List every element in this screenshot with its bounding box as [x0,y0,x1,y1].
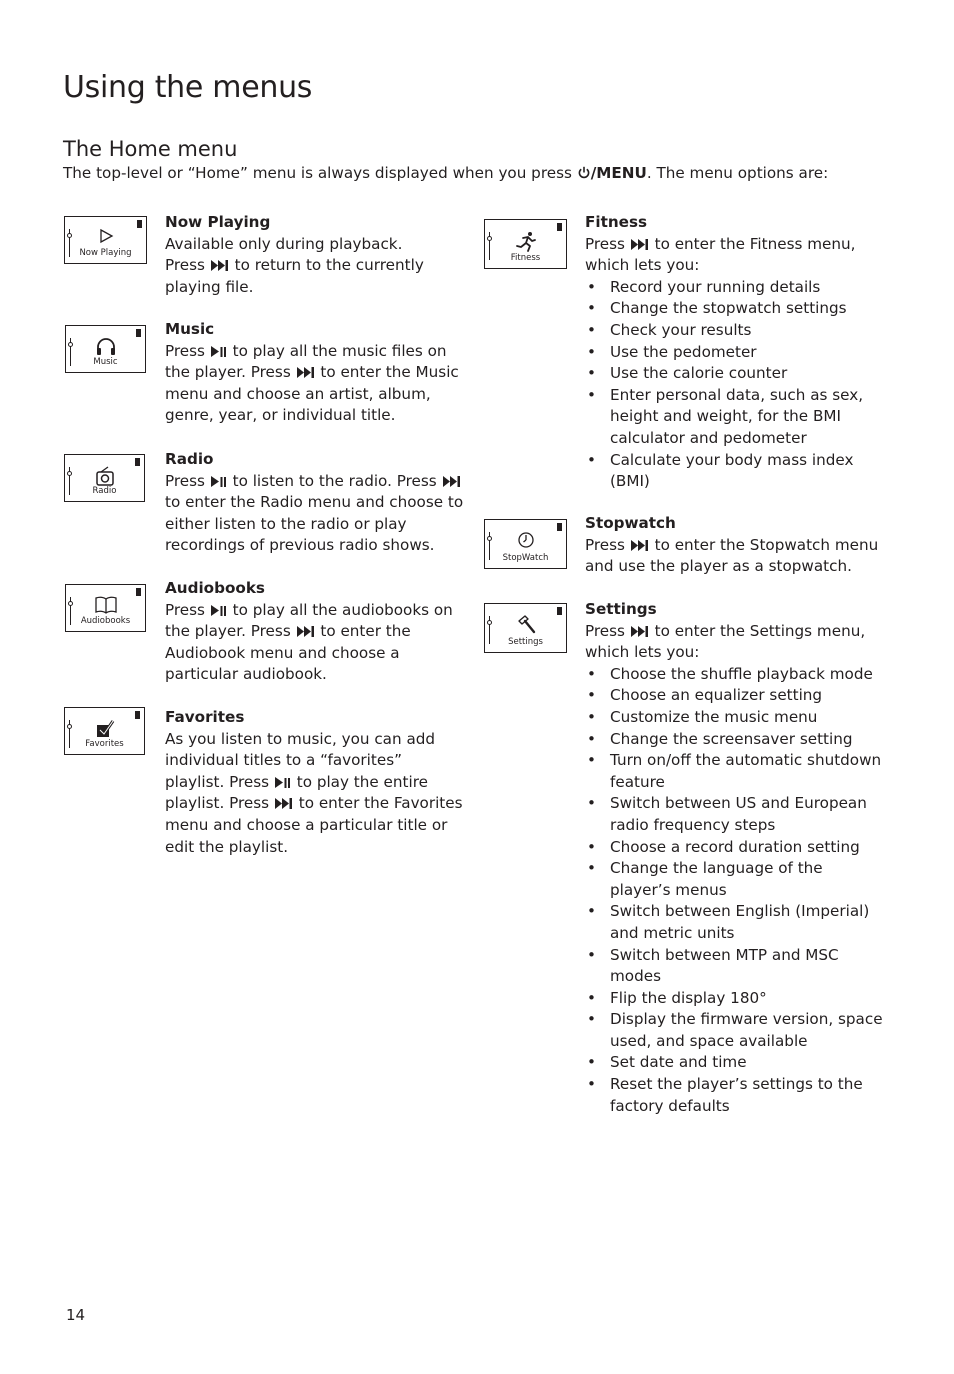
battery-icon [135,711,140,719]
skip-forward-icon [211,260,229,271]
list-item: • Check your results [585,320,885,342]
page-number: 14 [66,1306,86,1324]
settings-text: Press to enter the Settings menu, which lets you: [585,621,866,662]
list-item: • Switch between English (Imperial) and metric units [585,901,885,944]
screen-now-playing [64,216,147,264]
radio-description [165,449,465,557]
music-heading: Music [165,320,215,338]
fitness-text: Press to enter the Fitness menu, which lets you: [585,234,856,275]
screen-label: Music [93,357,118,367]
power-icon [578,166,590,179]
favorites-description [165,707,465,858]
list-item: • Choose an equalizer setting [585,685,885,707]
play-pause-icon [211,476,227,487]
screen-label: Audiobooks [80,616,131,626]
clock-icon [517,531,535,549]
now-playing-description [165,212,465,298]
battery-icon [557,607,562,615]
play-icon [98,228,114,244]
list-item: • Customize the music menu [585,707,885,729]
skip-forward-icon [443,476,461,487]
screen-audiobooks [65,584,146,632]
settings-description [585,599,885,1117]
radio-icon [95,466,115,486]
intro-before: The top-level or “Home” menu is always displayed when you press [63,164,577,182]
fitness-description [585,212,885,493]
skip-forward-icon [631,626,649,637]
screen-label: Settings [508,637,543,647]
headphones-icon [95,337,117,357]
settings-list [585,664,885,1117]
screen-radio [64,454,145,502]
settings-heading: Settings [585,600,657,618]
skip-forward-icon [297,626,315,637]
list-item: • Change the stopwatch settings [585,298,885,320]
battery-icon [137,220,142,228]
list-item: • Calculate your body mass index (BMI) [585,450,885,493]
section-title: The Home menu [63,137,238,161]
audiobooks-heading: Audiobooks [165,579,265,597]
hammer-icon [515,615,537,635]
list-item: • Change the language of the player’s menus [585,858,885,901]
play-pause-icon [211,605,227,616]
now-playing-heading: Now Playing [165,213,271,231]
music-text: Press to play all the music files on the player. Press to enter the Music menu and choose an artist, album, genre, year, or individual title. [165,341,459,425]
skip-forward-icon [631,540,649,551]
fitness-list [585,277,885,493]
screen-label: Now Playing [79,248,132,258]
list-item: • Enter personal data, such as sex, height and weight, for the BMI calculator and pedometer [585,385,885,450]
list-item: • Display the firmware version, space used, and space available [585,1009,885,1052]
battery-icon [136,329,141,337]
favorites-heading: Favorites [165,708,245,726]
music-description [165,319,465,427]
book-icon [94,596,118,614]
screen-label: Fitness [510,253,541,263]
stopwatch-description [585,513,885,578]
list-item: • Flip the display 180° [585,988,885,1010]
stopwatch-heading: Stopwatch [585,514,676,532]
battery-icon [557,223,562,231]
screen-music [65,325,146,373]
screen-label: StopWatch [502,553,549,563]
intro-paragraph [63,163,828,184]
list-item: • Change the screensaver setting [585,729,885,751]
screen-label: Radio [92,486,117,496]
page-title: Using the menus [63,70,313,105]
battery-icon [557,523,562,531]
stopwatch-text: Press to enter the Stopwatch menu and use the player as a stopwatch. [585,535,879,576]
battery-icon [136,588,141,596]
list-item: • Choose the shuffle playback mode [585,664,885,686]
play-pause-icon [275,777,291,788]
list-item: • Record your running details [585,277,885,299]
list-item: • Switch between MTP and MSC modes [585,945,885,988]
screen-stopwatch [484,519,567,569]
screen-label: Favorites [85,739,124,749]
play-pause-icon [211,346,227,357]
screen-favorites [64,707,145,755]
screen-fitness [484,219,567,269]
list-item: • Use the pedometer [585,342,885,364]
list-item: • Use the calorie counter [585,363,885,385]
list-item: • Turn on/off the automatic shutdown feature [585,750,885,793]
audiobooks-description [165,578,465,686]
list-item: • Choose a record duration setting [585,837,885,859]
intro-key: /MENU [590,164,647,182]
now-playing-text: Available only during playback. Press to return to the currently playing file. [165,234,424,296]
screen-settings [484,603,567,653]
skip-forward-icon [275,798,293,809]
skip-forward-icon [631,239,649,250]
checkmark-box-icon [95,719,115,739]
list-item: • Reset the player’s settings to the factory defaults [585,1074,885,1117]
fitness-heading: Fitness [585,213,648,231]
list-item: • Switch between US and European radio frequency steps [585,793,885,836]
runner-icon [515,231,537,253]
intro-after: . The menu options are: [646,164,829,182]
list-item: • Set date and time [585,1052,885,1074]
audiobooks-text: Press to play all the audiobooks on the player. Press to enter the Audiobook menu and choose a particular audiobook. [165,600,453,684]
radio-heading: Radio [165,450,214,468]
favorites-text: As you listen to music, you can add individual titles to a “favorites” playlist. Press to play the entire playlist. Press to enter the Favorites menu and choose a particular title or edit the playlist. [165,729,463,856]
skip-forward-icon [297,367,315,378]
battery-icon [135,458,140,466]
radio-text: Press to listen to the radio. Press to enter the Radio menu and choose to either listen to the radio or play recordings of previous radio shows. [165,471,464,555]
